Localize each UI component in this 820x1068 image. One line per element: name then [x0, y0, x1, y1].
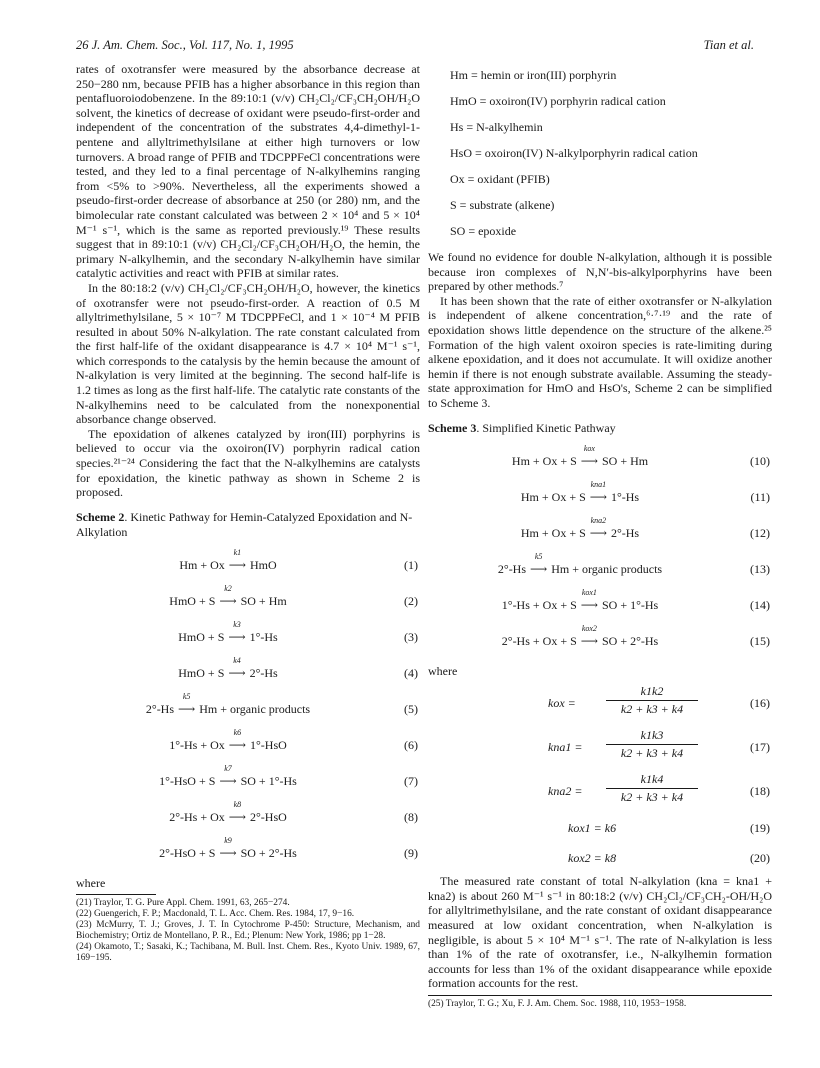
rate-constant: k2: [224, 583, 232, 593]
equation-number: (14): [750, 597, 770, 612]
equation: [76, 547, 420, 586]
equation-number: (1): [404, 557, 418, 572]
where-label: where: [428, 663, 458, 678]
reaction-arrow: kox1 ⟶: [580, 587, 598, 612]
definition: Ox = oxidant (PFIB): [450, 172, 550, 186]
equation-lhs: Hm + Ox + S: [520, 489, 586, 504]
equation: [76, 691, 420, 730]
rate-constant: k5: [534, 551, 543, 561]
scheme-label: Scheme 3: [428, 420, 477, 435]
reaction-arrow: k5 ⟶: [178, 691, 196, 716]
equation: [428, 479, 772, 518]
equation-number: (5): [404, 701, 418, 716]
equation-number: (11): [750, 489, 770, 504]
scheme-3-equations: [428, 443, 772, 662]
equation-lhs: Hm + Ox + S: [511, 453, 577, 468]
footnote: (22) Guengerich, F. P.; Macdonald, T. L. Acc. Chem. Res. 1984, 17, 9−16.: [76, 909, 355, 920]
rate-constant: k5: [182, 691, 191, 701]
equation: [428, 515, 772, 554]
reaction-arrow: k3 ⟶: [228, 619, 246, 644]
equation-lhs: 1°-HsO + S: [159, 773, 216, 788]
numerator: k1k2: [606, 684, 698, 701]
equation-rhs: 1°-Hs: [249, 629, 278, 644]
paragraph: The epoxidation of alkenes catalyzed by iron(III) porphyrins is believed to occur via the oxoiron(IV) porphyrin radical cation species.²¹⁻²⁴ Considering the fact that the N-alkylhemins are catalysts for epoxidation, the kinetic pathway as shown in Scheme 2 is proposed.: [76, 426, 420, 500]
equation-rhs: SO + 2°-Hs: [240, 845, 297, 860]
reaction-arrow: kna2 ⟶: [589, 515, 607, 540]
reaction-arrow: k8 ⟶: [228, 799, 246, 824]
numerator: k1k3: [606, 728, 698, 745]
definitions-list: [450, 62, 772, 244]
equation-rhs: Hm + organic products: [199, 701, 311, 716]
equation-lhs: 1°-Hs + Ox + S: [501, 597, 577, 612]
denominator: k2 + k3 + k4: [620, 745, 684, 760]
rate-constant: kox: [583, 443, 595, 453]
rate-constant: k7: [224, 763, 232, 773]
rate-equation: [428, 770, 772, 814]
equation: [76, 835, 420, 874]
equation-rhs: 2°-Hs: [249, 665, 278, 680]
fraction: [606, 772, 698, 804]
rate-constant: k1: [233, 547, 242, 557]
equation-number: (17): [750, 740, 770, 755]
definition: HsO = oxoiron(IV) N-alkylporphyrin radical cation: [450, 146, 698, 160]
reaction-arrow: kox2 ⟶: [580, 623, 598, 648]
paragraph: We found no evidence for double N-alkylation, although it is possible because iron complexes of N,N′-bis-alkylporphyrins have been prepared by other methods.⁷: [428, 250, 772, 294]
right-column: [428, 62, 772, 1010]
equation-number: (4): [404, 665, 418, 680]
equation-number: (2): [404, 593, 418, 608]
equation-lhs: HmO + S: [169, 593, 216, 608]
footnote: (24) Okamoto, T.; Sasaki, K.; Tachibana, M. Bull. Inst. Chem. Res., Kyoto Univ. 1989, 67, 169−195.: [76, 942, 420, 964]
equation: [76, 655, 420, 694]
reaction-arrow: k4 ⟶: [228, 655, 246, 680]
rate-equation: [428, 844, 772, 874]
rate-equation: [428, 726, 772, 770]
equation-number: (3): [404, 629, 418, 644]
rate-constant: k3: [233, 619, 241, 629]
reaction-arrow: k1 ⟶: [228, 547, 246, 572]
equation-number: (6): [404, 737, 418, 752]
equation: [428, 587, 772, 626]
rate-equation-lhs: kna2 =: [548, 784, 583, 799]
footnote: (21) Traylor, T. G. Pure Appl. Chem. 1991, 63, 265−274.: [76, 898, 290, 909]
rate-constant: kox2: [581, 623, 597, 633]
paragraph: The measured rate constant of total N-alkylation (kna = kna1 + kna2) is about 260 M⁻¹ s⁻¹ in 80:18:2 (v/v) CH₂Cl₂/CF₃CH₂-OH/H₂O for allyltrimethylsilane, and the rate constant of oxidant disappearance measured at low oxidant concentration, when N-alkylation is negligible, is about 5 × 10⁴ M⁻¹ s⁻¹. The rate of N-alkylation is less than 1% of the rate of oxotransfer, i.e., N-alkylhemin formation accounts for less than 1% of the oxidant disappearance while epoxide formation accounts for the rest.: [428, 874, 772, 991]
equation-rhs: HmO: [249, 557, 277, 572]
equation-lhs: 2°-Hs: [497, 561, 527, 576]
paragraph: It has been shown that the rate of either oxotransfer or N-alkylation is independent of alkene concentration,⁶·⁷·¹⁹ and the rate of epoxidation shows little dependence on the structure of the alkene.²⁵ Formation of the high valent oxoiron species is rate-limiting during alkene epoxidation, and it does not accumulate. It will oxidize another hemin if there is not enough substrate available. Assuming the steady-state approximation for HmO and HsO's, Scheme 2 can be simplified to Scheme 3.: [428, 293, 772, 410]
equation-number: (8): [404, 809, 418, 824]
equation-rhs: SO + Hm: [601, 453, 649, 468]
equation-rhs: 1°-HsO: [249, 737, 287, 752]
reaction-arrow: k9 ⟶: [219, 835, 237, 860]
equation-lhs: 2°-Hs + Ox: [169, 809, 225, 824]
fraction: [606, 728, 698, 760]
equation-lhs: 2°-Hs + Ox + S: [501, 633, 577, 648]
equation-number: (19): [750, 821, 770, 836]
equation-number: (20): [750, 851, 770, 866]
equation-lhs: 2°-HsO + S: [159, 845, 216, 860]
equation: [76, 799, 420, 838]
equation-number: (13): [750, 561, 770, 576]
rate-equation-text: kox2 = k8: [568, 851, 617, 866]
scheme-caption: . Kinetic Pathway for Hemin-Catalyzed Epoxidation and N-Alkylation: [76, 509, 413, 539]
rate-constant: k8: [233, 799, 242, 809]
equation: [76, 763, 420, 802]
footnote: (25) Traylor, T. G.; Xu, F. J. Am. Chem. Soc. 1988, 110, 1953−1958.: [428, 995, 772, 1010]
equation-lhs: HmO + S: [178, 629, 225, 644]
equation-rhs: 2°-Hs: [610, 525, 640, 540]
scheme-caption: . Simplified Kinetic Pathway: [476, 420, 616, 435]
equation-lhs: 2°-Hs: [145, 701, 175, 716]
rate-equation: [428, 682, 772, 726]
rate-equation: [428, 814, 772, 844]
reaction-arrow: k2 ⟶: [219, 583, 237, 608]
equation-rhs: Hm + organic products: [551, 561, 663, 576]
equation: [428, 623, 772, 662]
equation-lhs: 1°-Hs + Ox: [169, 737, 225, 752]
equation: [76, 619, 420, 658]
rate-constant: kna1: [590, 479, 607, 489]
rate-equation-lhs: kna1 =: [548, 740, 583, 755]
where-label: where: [76, 875, 106, 890]
equation: [428, 443, 772, 482]
rate-constant: k6: [233, 727, 242, 737]
rate-constant: k4: [233, 655, 241, 665]
equation: [428, 551, 772, 590]
definition: S = substrate (alkene): [450, 198, 555, 212]
equation-number: (10): [750, 453, 770, 468]
definition: Hm = hemin or iron(III) porphyrin: [450, 68, 617, 82]
scheme-2-equations: [76, 547, 420, 874]
footnote: (23) McMurry, T. J.; Groves, J. T. In Cytochrome P-450: Structure, Mechanism, and Biochemistry; Ortiz de Montellano, P. R., Ed.; Plenum: New York, 1986; pp 1−28.: [76, 920, 420, 942]
scheme-3-title: [428, 421, 772, 436]
left-column: [76, 62, 420, 964]
equation-number: (9): [404, 845, 418, 860]
equation-lhs: Hm + Ox: [179, 557, 225, 572]
definition: HmO = oxoiron(IV) porphyrin radical cation: [450, 94, 666, 108]
footnote-rule: [76, 894, 156, 895]
equation-rhs: SO + Hm: [240, 593, 287, 608]
equation-rhs: 1°-Hs: [610, 489, 640, 504]
rate-equation-lhs: kox =: [548, 696, 576, 711]
running-header-right: Tian et al.: [703, 38, 754, 52]
rate-constant: k9: [224, 835, 232, 845]
rate-constant: kox1: [581, 587, 597, 597]
numerator: k1k4: [606, 772, 698, 789]
equation-number: (12): [750, 525, 770, 540]
rate-equation-text: kox1 = k6: [568, 821, 617, 836]
reaction-arrow: k5 ⟶: [530, 551, 548, 576]
equation-rhs: SO + 1°-Hs: [240, 773, 297, 788]
equation-number: (18): [750, 784, 770, 799]
equation: [76, 583, 420, 622]
reaction-arrow: kox ⟶: [580, 443, 598, 468]
scheme-2-title: [76, 510, 420, 540]
paragraph: rates of oxotransfer were measured by the absorbance decrease at 250−280 nm, because PFIB has a higher absorbance in this region than pentafluoroiodobenzene. In the 89:10:1 (v/v) CH₂Cl₂/CF₃CH₂OH/H₂O solvent, the kinetics of decrease of oxidant were pseudo-first-order and independent of the concentration of the substrates 4,4-dimethyl-1-pentene and allyltrimethylsilane at either high turnovers or low turnovers. A broad range of PFIB and TDCPPFeCl concentrations were tested, and they led to a final percentage of N-alkylhemins ranging from <5% to >90%. Nevertheless, all the experiments showed a pseudo-first-order decrease of absorbance at 250 (or 280) nm, and the bimolecular rate constant calculated was between 2 × 10⁴ and 5 × 10⁴ M⁻¹ s⁻¹, which is the same as reported previously.¹⁹ These results suggest that in 89:10:1 (v/v) CH₂Cl₂/CF₃CH₂OH/H₂O, the hemin, the primary N-alkylhemin, and the secondary N-alkylhemin have similar catalytic activities and react with PFIB at similar rates.: [76, 62, 420, 281]
equation-number: (15): [750, 633, 770, 648]
definition: Hs = N-alkylhemin: [450, 120, 543, 134]
scheme-label: Scheme 2: [76, 509, 125, 524]
equation-number: (16): [750, 696, 770, 711]
equation-rhs: SO + 2°-Hs: [601, 633, 659, 648]
denominator: k2 + k3 + k4: [620, 789, 684, 804]
reaction-arrow: k6 ⟶: [228, 727, 246, 752]
reaction-arrow: k7 ⟶: [219, 763, 237, 788]
equation-number: (7): [404, 773, 418, 788]
equation-rhs: 2°-HsO: [249, 809, 287, 824]
rate-constant: kna2: [590, 515, 607, 525]
running-header-left: 26 J. Am. Chem. Soc., Vol. 117, No. 1, 1995: [76, 38, 294, 52]
equation-rhs: SO + 1°-Hs: [601, 597, 659, 612]
definition: SO = epoxide: [450, 224, 517, 238]
reaction-arrow: kna1 ⟶: [589, 479, 607, 504]
paragraph: In the 80:18:2 (v/v) CH₂Cl₂/CF₃CH₂OH/H₂O, however, the kinetics of oxotransfer were not pseudo-first-order. A reaction of 0.5 M allyltrimethylsilane, 5 × 10⁻⁷ M TDCPPFeCl, and 1 × 10⁻⁴ M PFIB resulted in about 50% N-alkylation. The rate constant calculated from the first half-life of the oxidant disappearance is 4.7 × 10⁴ M⁻¹ s⁻¹, which corresponds to the catalysis by the hemin because the amount of N-alkylation is very limited at the beginning. The second half-life is 1.2 times as long as the first half-life. The catalytic rate constants of the N-alkylhemins need to be calculated from the nonexponential absorbance change observed.: [76, 280, 420, 427]
denominator: k2 + k3 + k4: [620, 701, 684, 716]
equation-lhs: HmO + S: [178, 665, 225, 680]
equation: [76, 727, 420, 766]
fraction: [606, 684, 698, 716]
equation-lhs: Hm + Ox + S: [520, 525, 586, 540]
